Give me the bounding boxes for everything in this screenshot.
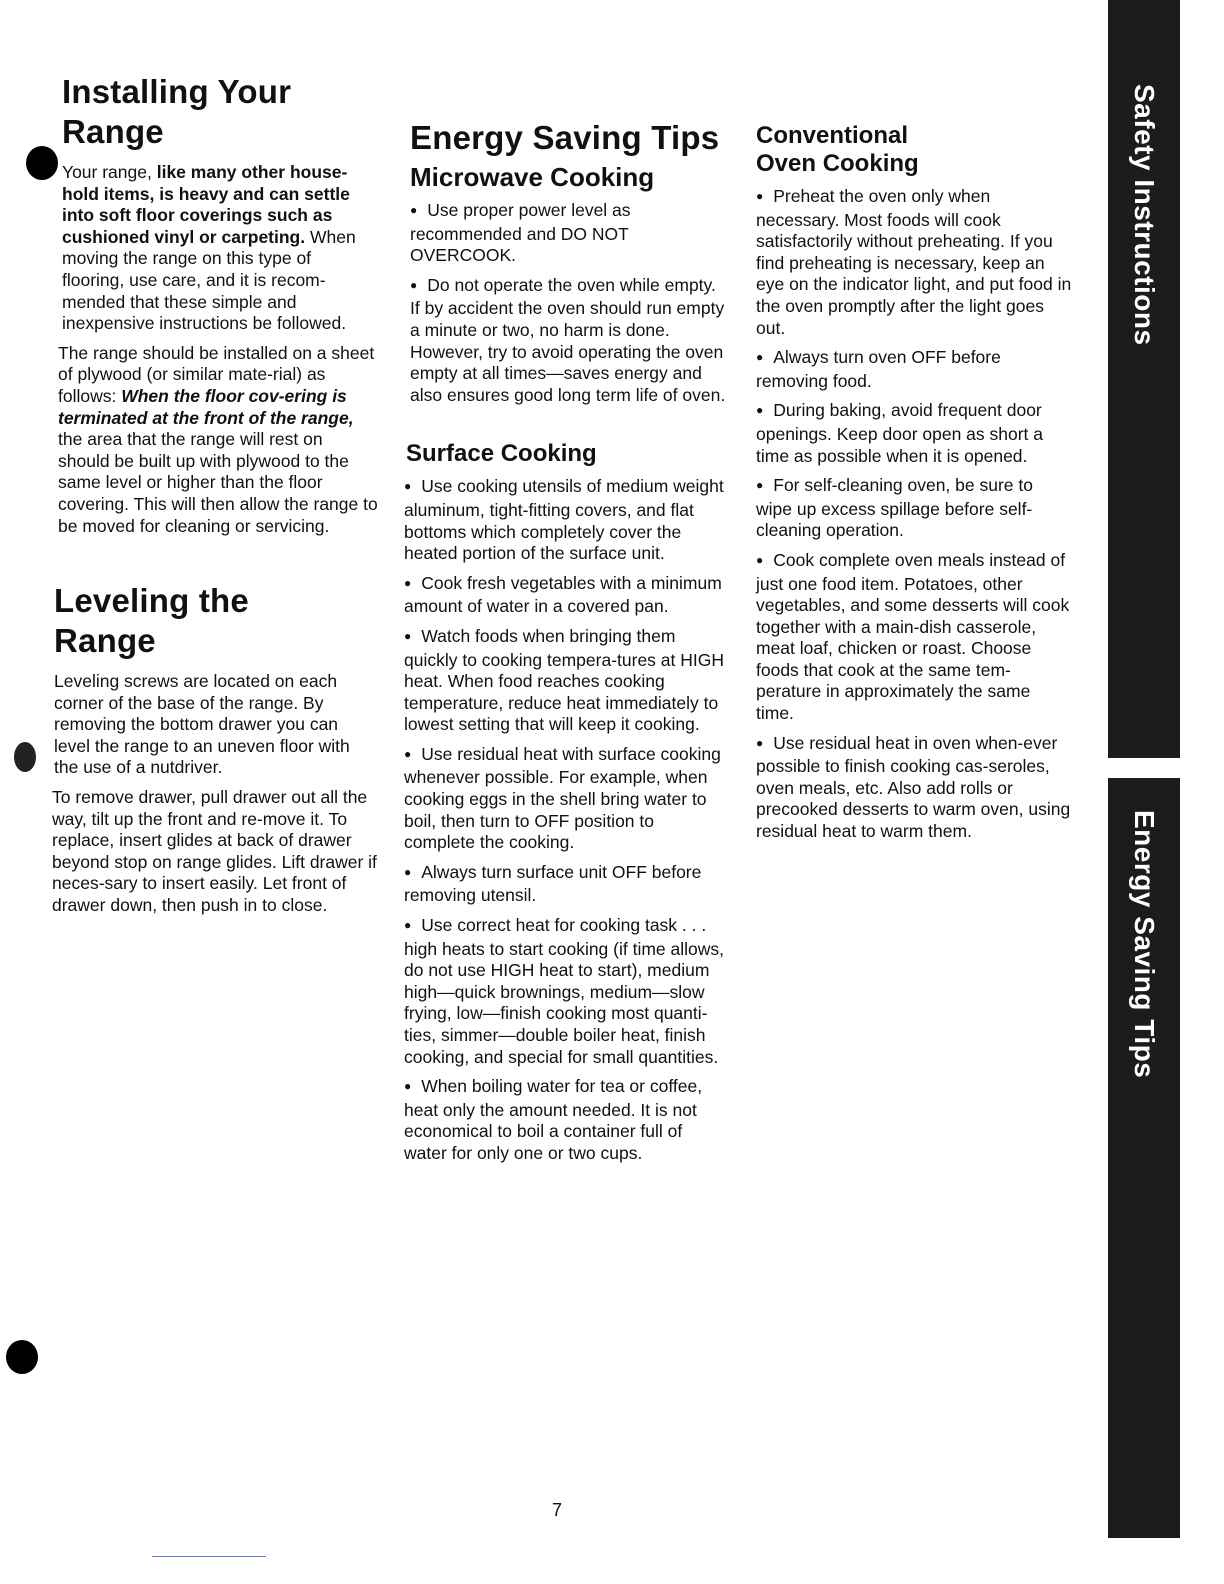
list-item: ● Use proper power level as recommended and DO NOT OVERCOOK. xyxy=(410,200,728,267)
installing-title: Installing Your Range xyxy=(62,73,292,150)
surface-cooking-title: Surface Cooking xyxy=(406,440,597,468)
list-item: ● Watch foods when bringing them quickly to cooking tempera-tures at HIGH heat. When food reaches cooking temperature, reduce heat immediately to lowest setting that will keep it cooking. xyxy=(404,626,728,736)
footer-rule xyxy=(152,1556,266,1557)
conventional-list xyxy=(756,186,1072,843)
list-item: ● Cook complete oven meals instead of just one food item. Potatoes, other vegetables, and some desserts will cook together with a main-dish casserole, meat loaf, chicken or roast. Choose foods that cook at the same tem-perature in approximately the same time. xyxy=(756,550,1072,725)
column-installing xyxy=(54,72,378,925)
conventional-oven-title: Conventional Oven Cooking xyxy=(756,122,919,177)
tab-safety-instructions xyxy=(1108,0,1180,758)
column-energy-saving xyxy=(398,118,728,1173)
list-item: ● Use correct heat for cooking task . . . high heats to start cooking (if time allows, do not use HIGH heat to start), medium high—quick brownings, medium—slow frying, low—finish cooking most quanti-ties, simmer—double boiler heat, finish cooking, and special for small quantities. xyxy=(404,915,728,1068)
installing-paragraph-1: Your range, like many other house-hold items, is heavy and can settle into soft floor coverings such as cushioned vinyl or carpeting. When moving the range on this type of flooring, use care, and it is recom-mended that these simple and inexpensive instructions be followed. xyxy=(62,162,356,334)
column-conventional-oven xyxy=(756,122,1072,851)
list-item: ● Always turn surface unit OFF before removing utensil. xyxy=(404,862,728,907)
surface-list xyxy=(404,476,728,1164)
list-item: ● Use residual heat with surface cooking whenever possible. For example, when cooking eggs in the shell bring water to boil, then turn to OFF position to complete the cooking. xyxy=(404,744,728,854)
list-item: ● During baking, avoid frequent door openings. Keep door open as short a time as possible when it is opened. xyxy=(756,400,1072,467)
tab-safety-label: Safety Instructions xyxy=(1129,84,1160,346)
list-item: ● Use residual heat in oven when-ever possible to finish cooking cas-seroles, oven meals, etc. Also add rolls or precooked desserts to warm oven, using residual heat to warm them. xyxy=(756,733,1072,843)
list-item: ● Use cooking utensils of medium weight aluminum, tight-fitting covers, and flat bottoms which completely cover the heated portion of the surface unit. xyxy=(404,476,728,564)
tab-energy-label: Energy Saving Tips xyxy=(1129,810,1160,1079)
binder-hole-mid xyxy=(14,742,36,772)
tab-energy-saving-tips xyxy=(1108,778,1180,1538)
microwave-list xyxy=(410,200,728,406)
list-item: ● Do not operate the oven while empty. If by accident the oven should run empty a minute or two, no harm is done. However, try to avoid operating the oven empty at all times—saves energy and also ensures good long term life of oven. xyxy=(410,275,728,407)
energy-saving-title: Energy Saving Tips xyxy=(410,119,720,156)
list-item: ● For self-cleaning oven, be sure to wipe up excess spillage before self-cleaning operation. xyxy=(756,475,1072,542)
installing-paragraph-2: The range should be installed on a sheet of plywood (or similar mate-rial) as follows: When the floor cov-ering is terminated at the front of the range, the area that the range will rest on should be built up with plywood to the same level or higher than the floor covering. This will then allow the range to be moved for cleaning or servicing. xyxy=(58,342,378,536)
list-item: ● Preheat the oven only when necessary. Most foods will cook satisfactorily without preheating. If you find preheating is necessary, keep an eye on the indicator light, and put food in the oven promptly after the light goes out. xyxy=(756,186,1072,339)
leveling-paragraph-1: Leveling screws are located on each corner of the base of the range. By removing the bottom drawer you can level the range to an uneven floor with the use of a nutdriver. xyxy=(54,671,350,778)
leveling-title: Leveling the Range xyxy=(54,582,249,660)
page-number: 7 xyxy=(552,1500,563,1520)
binder-hole-bottom xyxy=(6,1340,38,1374)
list-item: ● Cook fresh vegetables with a minimum amount of water in a covered pan. xyxy=(404,573,728,618)
microwave-cooking-title: Microwave Cooking xyxy=(410,162,655,192)
list-item: ● Always turn oven OFF before removing food. xyxy=(756,347,1072,392)
list-item: ● When boiling water for tea or coffee, heat only the amount needed. It is not economical to boil a container full of water for only one or two cups. xyxy=(404,1076,728,1164)
leveling-paragraph-2: To remove drawer, pull drawer out all the way, tilt up the front and re-move it. To replace, insert glides at back of drawer beyond stop on range glides. Lift drawer if neces-sary to insert easily. Let front of drawer down, then push in to close. xyxy=(52,787,377,916)
